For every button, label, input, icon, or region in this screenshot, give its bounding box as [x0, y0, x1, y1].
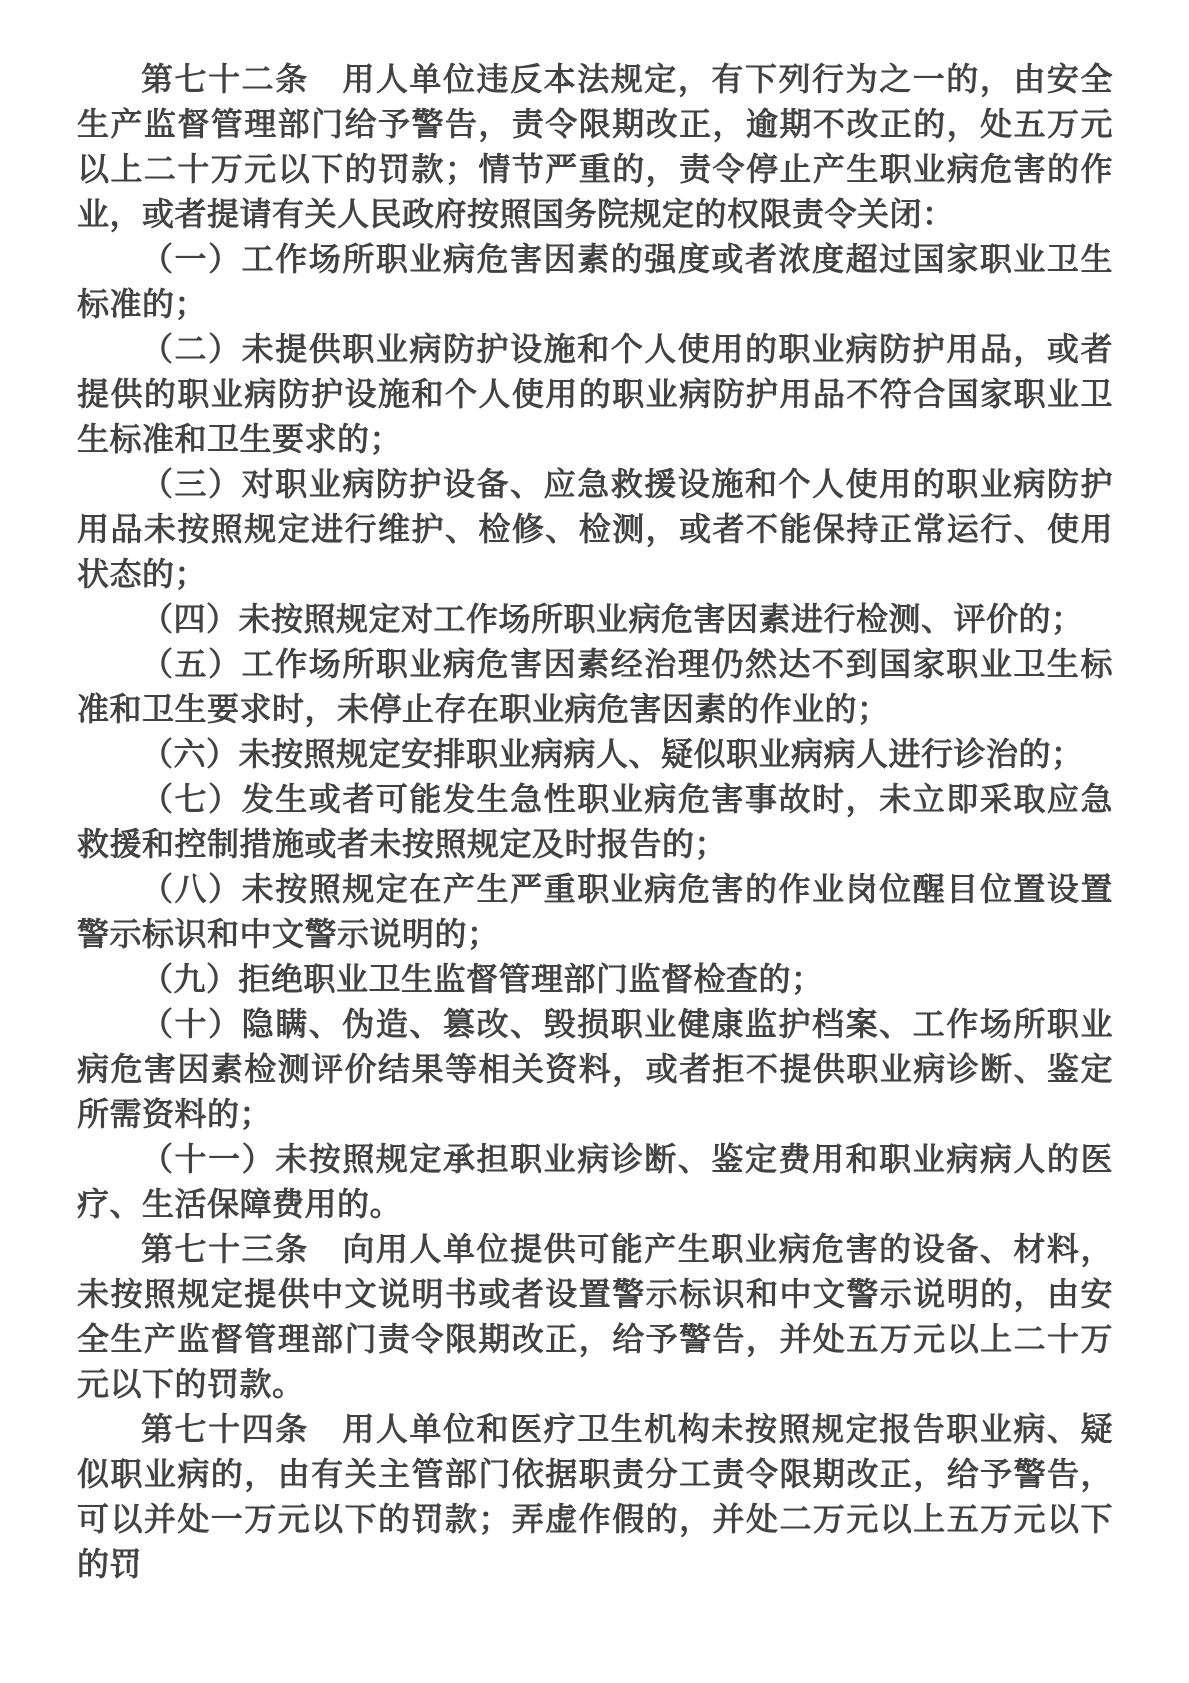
legal-paragraph-12: （十一）未按照规定承担职业病诊断、鉴定费用和职业病病人的医疗、生活保障费用的。 [77, 1141, 1113, 1222]
legal-paragraph-2: （一）工作场所职业病危害因素的强度或者浓度超过国家职业卫生标准的； [77, 241, 1113, 322]
legal-paragraph-3: （二）未提供职业病防护设施和个人使用的职业病防护用品，或者提供的职业病防护设施和个人使用的职业病防护用品不符合国家职业卫生标准和卫生要求的； [77, 331, 1113, 457]
legal-paragraph-13: 第七十三条 向用人单位提供可能产生职业病危害的设备、材料，未按照规定提供中文说明书或者设置警示标识和中文警示说明的，由安全生产监督管理部门责令限期改正，给予警告，并处五万元以上二十万元以下的罚款。 [77, 1231, 1113, 1402]
legal-paragraph-4: （三）对职业病防护设备、应急救援设施和个人使用的职业病防护用品未按照规定进行维护、检修、检测，或者不能保持正常运行、使用状态的； [77, 466, 1113, 592]
legal-paragraph-10: （九）拒绝职业卫生监督管理部门监督检查的； [141, 961, 824, 997]
legal-paragraph-9: （八）未按照规定在产生严重职业病危害的作业岗位醒目位置设置警示标识和中文警示说明的； [77, 871, 1113, 952]
legal-paragraph-6: （五）工作场所职业病危害因素经治理仍然达不到国家职业卫生标准和卫生要求时，未停止存在职业病危害因素的作业的； [77, 646, 1113, 727]
legal-paragraph-5: （四）未按照规定对工作场所职业病危害因素进行检测、评价的； [141, 601, 1084, 637]
legal-paragraph-7: （六）未按照规定安排职业病病人、疑似职业病病人进行诊治的； [141, 736, 1084, 772]
legal-paragraph-11: （十）隐瞒、伪造、篡改、毁损职业健康监护档案、工作场所职业病危害因素检测评价结果等相关资料，或者拒不提供职业病诊断、鉴定所需资料的； [77, 1006, 1113, 1132]
legal-paragraph-8: （七）发生或者可能发生急性职业病危害事故时，未立即采取应急救援和控制措施或者未按照规定及时报告的； [77, 781, 1113, 862]
paragraphs-container [77, 57, 1113, 1587]
legal-paragraph-14: 第七十四条 用人单位和医疗卫生机构未按照规定报告职业病、疑似职业病的，由有关主管部门依据职责分工责令限期改正，给予警告，可以并处一万元以下的罚款；弄虚作假的，并处二万元以上五万元以下的罚 [77, 1411, 1113, 1582]
legal-paragraph-1: 第七十二条 用人单位违反本法规定，有下列行为之一的，由安全生产监督管理部门给予警告，责令限期改正，逾期不改正的，处五万元以上二十万元以下的罚款；情节严重的，责令停止产生职业病危害的作业，或者提请有关人民政府按照国务院规定的权限责令关闭： [77, 61, 1113, 232]
